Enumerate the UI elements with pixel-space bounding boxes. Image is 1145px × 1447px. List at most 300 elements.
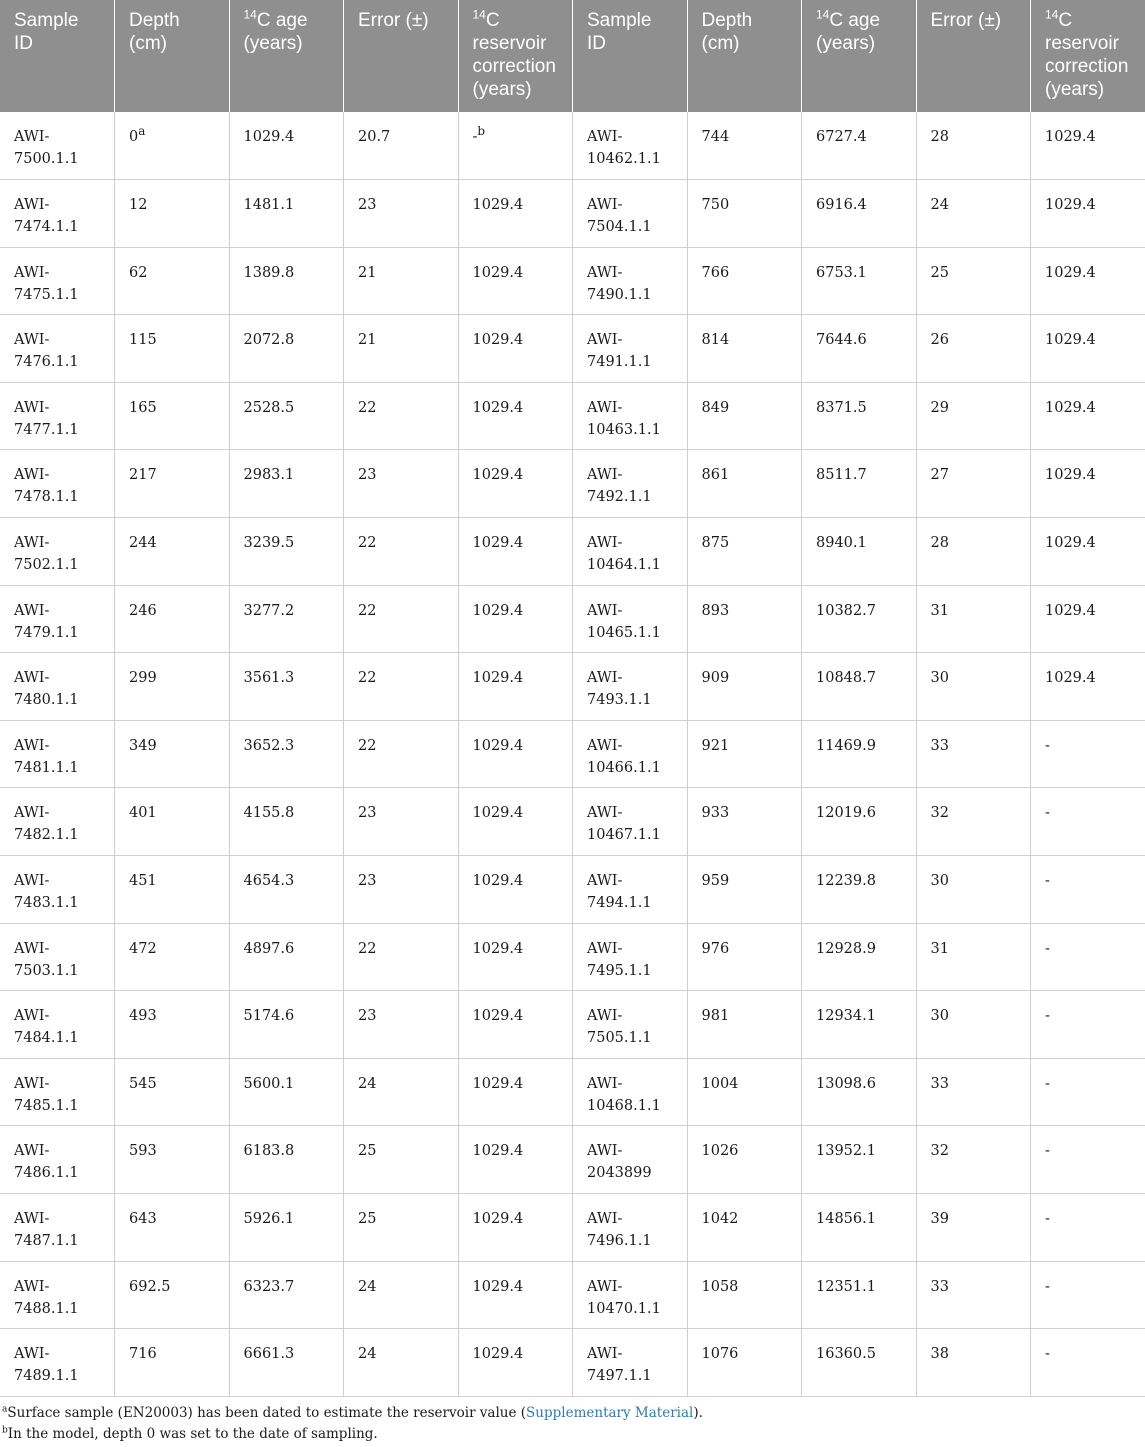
sample-id-line: 10462.1.1 [587, 151, 661, 167]
depth-cell: 766 [687, 247, 802, 315]
sample-id-cell [573, 382, 688, 450]
reservoir-cell: 1029.4 [1031, 585, 1145, 653]
depth-cell: 893 [687, 585, 802, 653]
sample-id-line: 7487.1.1 [14, 1233, 79, 1249]
age-cell: 3239.5 [229, 518, 344, 586]
age-cell: 6323.7 [229, 1261, 344, 1329]
sample-id-cell [0, 450, 115, 518]
sample-id-line: AWI- [14, 535, 50, 552]
depth-cell: 299 [115, 653, 230, 721]
sample-id-line: AWI- [587, 129, 623, 145]
sample-id-line: 7495.1.1 [587, 962, 652, 979]
sample-id-line: AWI- [14, 129, 50, 145]
sample-id-cell [573, 1261, 688, 1329]
age-cell: 8371.5 [802, 382, 917, 450]
footnote-marker: a [138, 124, 146, 139]
sample-id-line: AWI- [14, 805, 50, 822]
sample-id-line: AWI- [587, 1143, 623, 1160]
sample-id-line: 7479.1.1 [14, 624, 79, 641]
sample-id-line: 7474.1.1 [14, 219, 79, 236]
age-cell: 12928.9 [802, 923, 917, 991]
sample-id-line: 7493.1.1 [587, 692, 652, 709]
reservoir-cell: 1029.4 [458, 180, 573, 248]
error-cell: 39 [916, 1194, 1031, 1262]
age-cell: 4654.3 [229, 856, 344, 924]
sample-id-cell [0, 788, 115, 856]
header-sample-id: Sample ID [0, 0, 115, 112]
header-reservoir-correction: $^{14}$C reservoir correction (years) [1031, 0, 1145, 112]
table-row [0, 653, 1145, 721]
sample-id-line: 10466.1.1 [587, 759, 661, 776]
sample-id-line: AWI- [14, 399, 50, 416]
error-cell: 38 [916, 1329, 1031, 1397]
depth-cell: 244 [115, 518, 230, 586]
sample-id-cell [573, 923, 688, 991]
table-row [0, 1261, 1145, 1329]
sample-id-cell [0, 112, 115, 180]
depth-cell: 849 [687, 382, 802, 450]
depth-cell: 62 [115, 247, 230, 315]
table-row [0, 450, 1145, 518]
footnote-b: $^b$In the model, depth 0 was set to the date of sampling. [2, 1425, 378, 1442]
age-cell: 12351.1 [802, 1261, 917, 1329]
age-cell: 1389.8 [229, 247, 344, 315]
error-cell: 24 [344, 1058, 459, 1126]
reservoir-cell: 1029.4 [458, 315, 573, 383]
reservoir-cell: - [1031, 1194, 1145, 1262]
depth-cell: 1042 [687, 1194, 802, 1262]
sample-id-cell [0, 1126, 115, 1194]
sample-id-line: 7489.1.1 [14, 1368, 79, 1385]
reservoir-cell: 1029.4 [458, 720, 573, 788]
depth-cell: 451 [115, 856, 230, 924]
depth-cell: 744 [687, 112, 802, 180]
sample-id-cell [0, 315, 115, 383]
sample-id-line: AWI- [587, 1346, 623, 1363]
sample-id-cell [0, 720, 115, 788]
sample-id-line: 7481.1.1 [14, 759, 79, 776]
sample-id-cell [0, 1058, 115, 1126]
depth-cell: 246 [115, 585, 230, 653]
error-cell: 33 [916, 1058, 1031, 1126]
sample-id-line: 7478.1.1 [14, 489, 79, 506]
error-cell: 22 [344, 518, 459, 586]
age-cell: 6727.4 [802, 112, 917, 180]
depth-cell: 959 [687, 856, 802, 924]
error-cell: 20.7 [344, 112, 459, 180]
header-depth: Depth (cm) [115, 0, 230, 112]
age-cell: 13952.1 [802, 1126, 917, 1194]
age-cell: 6753.1 [802, 247, 917, 315]
depth-cell: 692.5 [115, 1261, 230, 1329]
depth-cell: 493 [115, 991, 230, 1059]
sample-id-line: AWI- [587, 873, 623, 890]
sample-id-line: AWI- [14, 1075, 50, 1092]
sample-id-line: AWI- [587, 399, 623, 416]
age-cell: 2072.8 [229, 315, 344, 383]
reservoir-cell: - [1031, 1261, 1145, 1329]
sample-id-line: AWI- [14, 1346, 50, 1363]
sample-id-cell [573, 788, 688, 856]
reservoir-cell: 1029.4 [1031, 653, 1145, 721]
reservoir-cell: 1029.4 [458, 991, 573, 1059]
age-cell: 2983.1 [229, 450, 344, 518]
error-cell: 22 [344, 720, 459, 788]
depth-cell: 1004 [687, 1058, 802, 1126]
sample-id-cell [0, 653, 115, 721]
sample-id-line: AWI- [14, 1211, 50, 1227]
sample-id-line: 7488.1.1 [14, 1300, 79, 1317]
table-row [0, 247, 1145, 315]
sample-id-line: 10465.1.1 [587, 624, 661, 641]
header-14c-age: $^{14}$C age (years) [802, 0, 917, 112]
reservoir-cell: - [1031, 1126, 1145, 1194]
age-cell: 16360.5 [802, 1329, 917, 1397]
age-cell: 1481.1 [229, 180, 344, 248]
sample-id-line: 7492.1.1 [587, 489, 652, 506]
sample-id-line: 7483.1.1 [14, 895, 79, 912]
reservoir-cell: 1029.4 [458, 247, 573, 315]
header-error: Error (±) [344, 0, 459, 112]
table-row [0, 585, 1145, 653]
depth-cell: 909 [687, 653, 802, 721]
sample-id-line: AWI- [587, 1008, 623, 1025]
sample-id-line: AWI- [587, 805, 623, 822]
reservoir-cell: 1029.4 [458, 1058, 573, 1126]
reservoir-cell: 1029.4 [1031, 112, 1145, 180]
sample-id-cell [573, 1126, 688, 1194]
depth-cell: 593 [115, 1126, 230, 1194]
reservoir-cell: - [1031, 923, 1145, 991]
error-cell: 23 [344, 450, 459, 518]
sample-id-cell [0, 585, 115, 653]
depth-cell: 1076 [687, 1329, 802, 1397]
depth-cell: 401 [115, 788, 230, 856]
sample-id-line: 7484.1.1 [14, 1030, 79, 1047]
table-row [0, 1126, 1145, 1194]
error-cell: 30 [916, 991, 1031, 1059]
table-row [0, 788, 1145, 856]
footnotes [0, 1403, 1145, 1445]
depth-cell: 472 [115, 923, 230, 991]
error-cell: 32 [916, 788, 1031, 856]
depth-cell: 1026 [687, 1126, 802, 1194]
error-cell: 24 [916, 180, 1031, 248]
sample-id-line: AWI- [587, 197, 623, 214]
reservoir-cell: 1029.4 [458, 1261, 573, 1329]
depth-cell: 643 [115, 1194, 230, 1262]
age-cell: 1029.4 [229, 112, 344, 180]
sample-id-line: 7494.1.1 [587, 895, 652, 912]
sample-id-cell [0, 1261, 115, 1329]
table-body [0, 112, 1145, 1396]
sample-id-line: 7490.1.1 [587, 286, 652, 303]
sample-id-line: AWI- [587, 602, 623, 619]
age-cell: 6661.3 [229, 1329, 344, 1397]
reservoir-cell: - [1031, 856, 1145, 924]
age-cell: 6916.4 [802, 180, 917, 248]
sample-id-line: AWI- [14, 670, 50, 687]
age-cell: 6183.8 [229, 1126, 344, 1194]
age-cell: 10382.7 [802, 585, 917, 653]
depth-cell: 545 [115, 1058, 230, 1126]
sample-id-cell [573, 991, 688, 1059]
error-cell: 30 [916, 856, 1031, 924]
age-cell: 5926.1 [229, 1194, 344, 1262]
sample-id-cell [0, 247, 115, 315]
reservoir-cell: 1029.4 [458, 585, 573, 653]
sample-id-line: 7491.1.1 [587, 354, 652, 371]
error-cell: 28 [916, 112, 1031, 180]
sample-id-line: 7480.1.1 [14, 692, 79, 709]
error-cell: 22 [344, 653, 459, 721]
sample-id-line: AWI- [587, 737, 623, 754]
age-cell: 3652.3 [229, 720, 344, 788]
sample-id-line: AWI- [14, 332, 50, 349]
depth-cell: 165 [115, 382, 230, 450]
age-cell: 4897.6 [229, 923, 344, 991]
reservoir-cell: -$^b$ [458, 112, 573, 180]
sample-id-line: 7486.1.1 [14, 1165, 79, 1182]
age-cell: 4155.8 [229, 788, 344, 856]
table-row [0, 180, 1145, 248]
reservoir-cell: 1029.4 [458, 450, 573, 518]
table-header-row [0, 0, 1145, 112]
age-cell: 5600.1 [229, 1058, 344, 1126]
sample-id-line: AWI- [587, 670, 623, 687]
sample-id-line: 10470.1.1 [587, 1300, 661, 1317]
sample-id-line: AWI- [14, 264, 50, 281]
sample-id-line: 7477.1.1 [14, 421, 79, 438]
age-cell: 13098.6 [802, 1058, 917, 1126]
sample-id-cell [573, 1194, 688, 1262]
age-cell: 3277.2 [229, 585, 344, 653]
header-sample-id: Sample ID [573, 0, 688, 112]
sample-id-line: AWI- [587, 264, 623, 281]
error-cell: 31 [916, 923, 1031, 991]
age-cell: 7644.6 [802, 315, 917, 383]
table-row [0, 382, 1145, 450]
sample-id-line: 7476.1.1 [14, 354, 79, 371]
error-cell: 31 [916, 585, 1031, 653]
error-cell: 22 [344, 382, 459, 450]
reservoir-cell: - [1031, 720, 1145, 788]
age-cell: 10848.7 [802, 653, 917, 721]
sample-id-cell [0, 856, 115, 924]
sample-id-cell [573, 450, 688, 518]
sample-id-line: 10467.1.1 [587, 827, 661, 844]
error-cell: 28 [916, 518, 1031, 586]
sample-id-line: 10463.1.1 [587, 421, 661, 438]
error-cell: 25 [344, 1194, 459, 1262]
sample-id-cell [573, 180, 688, 248]
age-cell: 12019.6 [802, 788, 917, 856]
depth-cell: 976 [687, 923, 802, 991]
reservoir-cell: 1029.4 [458, 653, 573, 721]
sample-id-line: 7475.1.1 [14, 286, 79, 303]
depth-cell: 814 [687, 315, 802, 383]
age-cell: 11469.9 [802, 720, 917, 788]
sample-id-line: 7505.1.1 [587, 1030, 652, 1047]
reservoir-cell: - [1031, 991, 1145, 1059]
depth-cell: 0$^a$ [115, 112, 230, 180]
error-cell: 23 [344, 856, 459, 924]
depth-cell: 349 [115, 720, 230, 788]
sample-id-cell [0, 991, 115, 1059]
sample-id-line: 7482.1.1 [14, 827, 79, 844]
reservoir-cell: 1029.4 [458, 382, 573, 450]
error-cell: 33 [916, 720, 1031, 788]
age-cell: 3561.3 [229, 653, 344, 721]
sample-id-line: 10464.1.1 [587, 557, 661, 574]
table-row [0, 315, 1145, 383]
reservoir-cell: 1029.4 [458, 788, 573, 856]
sample-id-line: AWI- [14, 1008, 50, 1025]
reservoir-cell: 1029.4 [458, 518, 573, 586]
sample-id-line: 7485.1.1 [14, 1097, 79, 1114]
reservoir-cell: 1029.4 [458, 923, 573, 991]
sample-id-cell [573, 585, 688, 653]
reservoir-cell: - [1031, 1329, 1145, 1397]
table-row [0, 1329, 1145, 1397]
age-cell: 8511.7 [802, 450, 917, 518]
sample-id-cell [0, 1194, 115, 1262]
sample-id-line: AWI- [14, 197, 50, 214]
sample-id-cell [573, 315, 688, 383]
age-cell: 5174.6 [229, 991, 344, 1059]
reservoir-cell: 1029.4 [1031, 180, 1145, 248]
error-cell: 23 [344, 180, 459, 248]
depth-cell: 933 [687, 788, 802, 856]
footnote-a: $^a$Surface sample (EN20003) has been dated to estimate the reservoir value (Supplementary Material). [2, 1404, 703, 1421]
header-error: Error (±) [916, 0, 1031, 112]
age-cell: 2528.5 [229, 382, 344, 450]
sample-id-line: AWI- [14, 1143, 50, 1160]
sample-id-line: AWI- [14, 467, 50, 484]
error-cell: 25 [916, 247, 1031, 315]
age-cell: 12239.8 [802, 856, 917, 924]
table-row [0, 720, 1145, 788]
sample-id-line: AWI- [587, 1278, 623, 1295]
error-cell: 24 [344, 1329, 459, 1397]
sample-id-cell [0, 518, 115, 586]
reservoir-cell: 1029.4 [1031, 247, 1145, 315]
sample-id-cell [0, 1329, 115, 1397]
sample-id-line: AWI- [14, 940, 50, 957]
sample-id-line: AWI- [587, 1075, 623, 1092]
footnote-marker: b [477, 124, 486, 139]
sample-id-cell [0, 382, 115, 450]
error-cell: 22 [344, 585, 459, 653]
error-cell: 27 [916, 450, 1031, 518]
reservoir-cell: 1029.4 [1031, 450, 1145, 518]
error-cell: 33 [916, 1261, 1031, 1329]
error-cell: 23 [344, 788, 459, 856]
depth-cell: 716 [115, 1329, 230, 1397]
error-cell: 29 [916, 382, 1031, 450]
sample-id-cell [573, 653, 688, 721]
reservoir-cell: 1029.4 [458, 1194, 573, 1262]
reservoir-cell: 1029.4 [458, 1126, 573, 1194]
sample-id-line: 7503.1.1 [14, 962, 79, 979]
table-row [0, 856, 1145, 924]
table-row [0, 1194, 1145, 1262]
sample-id-line: 7497.1.1 [587, 1368, 652, 1385]
reservoir-cell: 1029.4 [1031, 518, 1145, 586]
sample-id-line: 7504.1.1 [587, 219, 652, 236]
depth-cell: 875 [687, 518, 802, 586]
depth-cell: 921 [687, 720, 802, 788]
error-cell: 25 [344, 1126, 459, 1194]
sample-id-cell [573, 720, 688, 788]
sample-id-line: AWI- [14, 602, 50, 619]
sample-id-cell [0, 180, 115, 248]
depth-cell: 750 [687, 180, 802, 248]
sample-id-cell [573, 518, 688, 586]
sample-id-line: 2043899 [587, 1165, 652, 1182]
depth-cell: 12 [115, 180, 230, 248]
sample-id-line: AWI- [587, 535, 623, 552]
sample-id-line: AWI- [587, 940, 623, 957]
sample-id-line: AWI- [14, 1278, 50, 1295]
table-row [0, 991, 1145, 1059]
depth-cell: 1058 [687, 1261, 802, 1329]
sample-id-line: AWI- [587, 467, 623, 484]
sample-id-line: 7500.1.1 [14, 151, 79, 167]
sample-id-cell [573, 112, 688, 180]
reservoir-cell: 1029.4 [1031, 315, 1145, 383]
reservoir-cell: - [1031, 788, 1145, 856]
table-row [0, 112, 1145, 180]
reservoir-cell: 1029.4 [1031, 382, 1145, 450]
depth-cell: 217 [115, 450, 230, 518]
header-reservoir-correction: $^{14}$C reservoir correction (years) [458, 0, 573, 112]
header-depth: Depth (cm) [687, 0, 802, 112]
table-row [0, 518, 1145, 586]
sample-id-line: AWI- [587, 1211, 623, 1227]
age-cell: 12934.1 [802, 991, 917, 1059]
depth-cell: 115 [115, 315, 230, 383]
reservoir-cell: - [1031, 1058, 1145, 1126]
sample-id-line: AWI- [587, 332, 623, 349]
table-row [0, 1058, 1145, 1126]
error-cell: 21 [344, 315, 459, 383]
sample-id-line: AWI- [14, 873, 50, 890]
sample-id-cell [573, 1329, 688, 1397]
error-cell: 22 [344, 923, 459, 991]
table-row [0, 923, 1145, 991]
sample-id-cell [573, 856, 688, 924]
reservoir-cell: 1029.4 [458, 856, 573, 924]
depth-cell: 981 [687, 991, 802, 1059]
error-cell: 26 [916, 315, 1031, 383]
age-cell: 8940.1 [802, 518, 917, 586]
sample-id-cell [0, 923, 115, 991]
error-cell: 24 [344, 1261, 459, 1329]
error-cell: 23 [344, 991, 459, 1059]
error-cell: 32 [916, 1126, 1031, 1194]
reservoir-cell: 1029.4 [458, 1329, 573, 1397]
sample-id-line: AWI- [14, 737, 50, 754]
supplementary-material-link[interactable]: Supplementary Material [526, 1404, 694, 1421]
error-cell: 30 [916, 653, 1031, 721]
sample-id-line: 7496.1.1 [587, 1233, 652, 1249]
sample-id-cell [573, 1058, 688, 1126]
sample-id-line: 7502.1.1 [14, 557, 79, 574]
header-14c-age: $^{14}$C age (years) [229, 0, 344, 112]
depth-cell: 861 [687, 450, 802, 518]
age-cell: 14856.1 [802, 1194, 917, 1262]
